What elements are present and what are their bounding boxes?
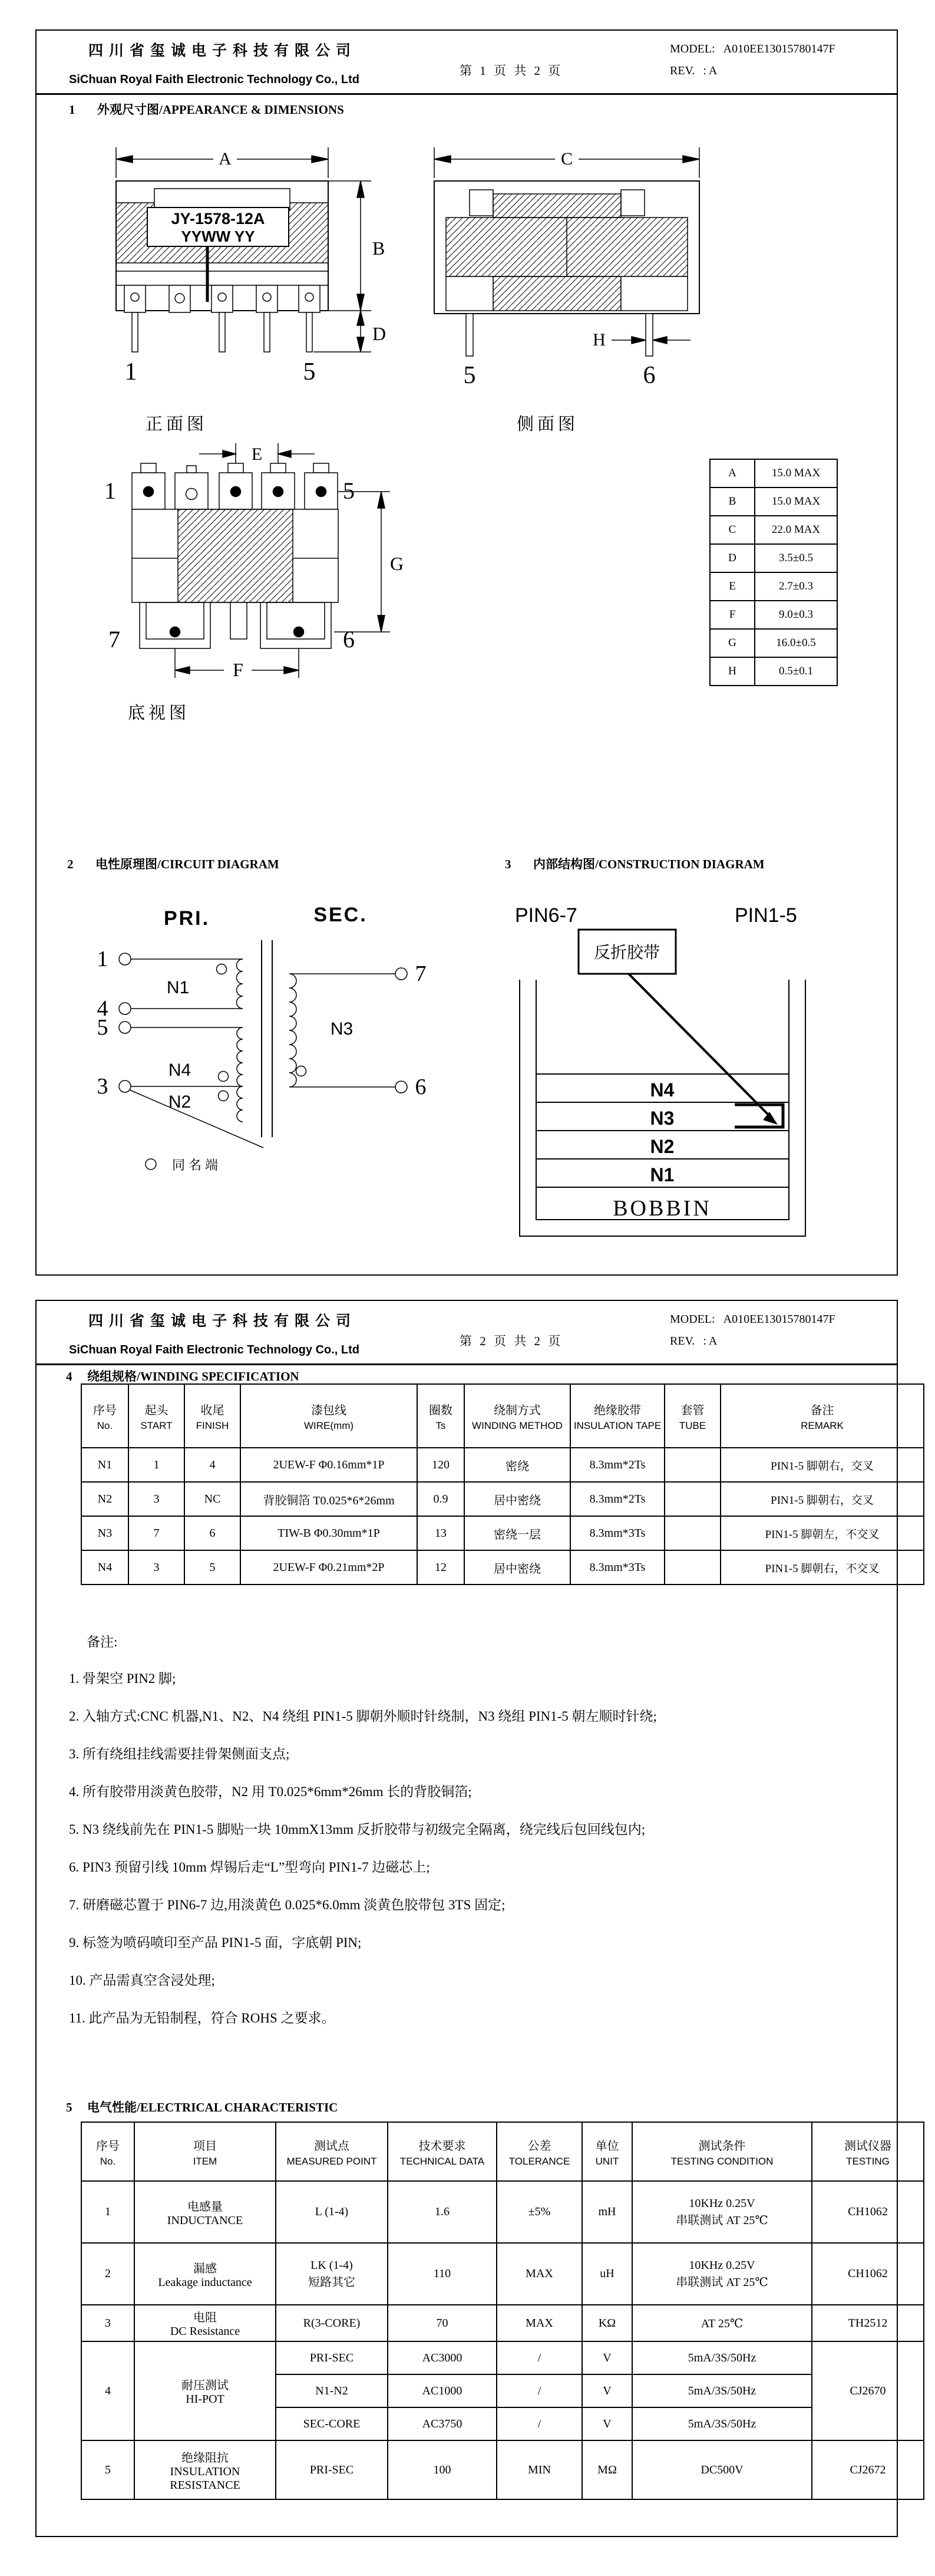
front-view-caption: 正面图 xyxy=(146,415,208,434)
notes-title: 备注: xyxy=(87,1635,118,1649)
circuit-diagram xyxy=(84,906,490,1183)
construction-pin67-label: PIN6-7 xyxy=(515,904,577,927)
table-row: D 3.5±0.5 xyxy=(710,544,837,572)
section-1-title: 1 外观尺寸图/APPEARANCE & DIMENSIONS xyxy=(69,103,344,117)
pin-4: 4 xyxy=(97,996,108,1021)
section-5-title: 5 电气性能/ELECTRICAL CHARACTERISTIC xyxy=(66,2100,338,2114)
layer-n4: N4 xyxy=(650,1079,675,1101)
layer-n2: N2 xyxy=(650,1136,675,1157)
header-rule xyxy=(37,1363,897,1365)
rev-row xyxy=(670,1335,725,1348)
datasheet-page-2 xyxy=(35,1300,898,2537)
bottom-dim-g xyxy=(334,492,390,632)
model-value: A010EE13015780147F xyxy=(723,42,835,55)
bottom-view-drawing xyxy=(84,437,414,691)
company-name-en: SiChuan Royal Faith Electronic Technology Co., Ltd xyxy=(69,73,359,86)
table-row: SEC-CORE AC3750 / V 5mA/3S/50Hz xyxy=(81,2407,924,2440)
note-item: 2. 入轴方式:CNC 机器,N1、N2、N4 绕组 PIN1-5 脚朝外顺时针绕制，N3 绕组 PIN1-5 朝左顺时针绕; xyxy=(69,1709,657,1724)
secondary-label: SEC. xyxy=(313,906,368,926)
layer-labels xyxy=(650,1079,675,1185)
front-view-drawing xyxy=(72,137,402,408)
dim-b-label: B xyxy=(372,238,385,259)
layer-n3: N3 xyxy=(650,1108,675,1129)
winding-n4-label: N4 xyxy=(168,1060,191,1080)
winding-n2-label: N2 xyxy=(168,1092,191,1112)
bottom-pin5-label: 5 xyxy=(343,477,355,504)
winding-header-row: 序号 No. 起头 START 收尾 FINISH 漆包线 WIRE(mm) 圈数 Ts 绕制方式 WINDING METHOD 绝缘胶带 INSULATION TAPE 套管 TUBE 备注 REMARK xyxy=(81,1384,924,1448)
section-2-title: 2 电性原理图/CIRCUIT DIAGRAM xyxy=(67,857,279,871)
note-item: 3. 所有绕组挂线需要挂骨架侧面支点; xyxy=(69,1747,290,1761)
bottom-pin1-label: 1 xyxy=(104,477,116,504)
table-row: N2 3 NC 背胶铜箔 T0.025*6*26mm 0.9 居中密绕 8.3mm*2Ts PIN1-5 脚朝右，交叉 xyxy=(81,1482,924,1516)
tape-callout-text: 反折胶带 xyxy=(593,944,660,962)
table-row: A 15.0 MAX xyxy=(710,459,837,487)
dim-c-label: C xyxy=(560,149,573,169)
rev-label: REV. xyxy=(670,1335,695,1348)
company-name-cn: 四川省玺诚电子科技有限公司 xyxy=(88,1313,357,1329)
page-number: 第 1 页 共 2 页 xyxy=(460,64,563,78)
table-row: E 2.7±0.3 xyxy=(710,572,837,601)
bottom-top-pins xyxy=(132,463,338,509)
section-4-title: 4 绕组规格/WINDING SPECIFICATION xyxy=(66,1369,299,1383)
table-row: 4 耐压测试 HI-POT PRI-SEC AC3000 / V 5mA/3S/50Hz CJ2670 xyxy=(81,2341,924,2374)
pin-3: 3 xyxy=(97,1074,108,1099)
table-row: N4 3 5 2UEW-F Φ0.21mm*2P 12 居中密绕 8.3mm*3Ts PIN1-5 脚朝右，不交叉 xyxy=(81,1550,924,1585)
model-value: A010EE13015780147F xyxy=(723,1313,835,1326)
note-item: 9. 标签为喷码喷印至产品 PIN1-5 面，字底朝 PIN; xyxy=(69,1935,362,1950)
electrical-header-row: 序号 No. 项目 ITEM 测试点 MEASURED POINT 技术要求 TECHNICAL DATA 公差 TOLERANCE 单位 UNIT 测试条件 TESTING CONDITION 测试仪器 TESTING xyxy=(81,2122,924,2181)
pin-6: 6 xyxy=(415,1075,427,1099)
page-number: 第 2 页 共 2 页 xyxy=(460,1334,563,1348)
side-pin6-label: 6 xyxy=(643,362,656,389)
note-item: 1. 骨架空 PIN2 脚; xyxy=(69,1671,176,1686)
side-view-caption: 侧面图 xyxy=(517,415,579,434)
side-pin5-label: 5 xyxy=(463,362,476,389)
bottom-body xyxy=(132,509,338,602)
rev-value: : A xyxy=(703,1335,718,1348)
datasheet-page-1 xyxy=(35,29,898,1276)
table-row: F 9.0±0.3 xyxy=(710,601,837,629)
layer-n1: N1 xyxy=(650,1164,675,1185)
pin-1: 1 xyxy=(97,947,108,971)
pin-7: 7 xyxy=(415,961,427,986)
construction-pin15-label: PIN1-5 xyxy=(735,904,797,927)
construction-diagram xyxy=(481,897,864,1239)
note-item: 10. 产品需真空含浸处理; xyxy=(69,1973,215,1988)
table-row: 3 电阻 DC Resistance R(3-CORE) 70 MAX KΩ AT 25℃ TH2512 xyxy=(81,2305,924,2341)
table-row: H 0.5±0.1 xyxy=(710,657,837,686)
winding-labels xyxy=(167,978,353,1112)
model-row xyxy=(670,42,844,56)
note-item: 4. 所有胶带用淡黄色胶带，N2 用 T0.025*6mm*26mm 长的背胶铜箔; xyxy=(69,1784,472,1799)
model-label: MODEL: xyxy=(670,1313,715,1326)
company-name-cn: 四川省玺诚电子科技有限公司 xyxy=(88,43,357,59)
rev-label: REV. xyxy=(670,64,695,77)
dimension-table xyxy=(709,459,838,686)
rev-row xyxy=(670,64,725,78)
table-row: N1 1 4 2UEW-F Φ0.16mm*1P 120 密绕 8.3mm*2Ts PIN1-5 脚朝右，交叉 xyxy=(81,1448,924,1482)
table-row: C 22.0 MAX xyxy=(710,516,837,544)
side-body xyxy=(434,181,699,314)
primary-label: PRI. xyxy=(163,907,210,930)
side-pins xyxy=(466,314,653,356)
table-row: B 15.0 MAX xyxy=(710,487,837,516)
side-view-drawing xyxy=(414,137,732,408)
header-rule xyxy=(37,93,897,95)
dim-h-label: H xyxy=(593,330,606,350)
note-item: 6. PIN3 预留引线 10mm 焊锡后走“L”型弯向 PIN1-7 边磁芯上; xyxy=(69,1860,430,1875)
bobbin-label: BOBBIN xyxy=(613,1196,712,1221)
model-row xyxy=(670,1313,844,1326)
pin-5: 5 xyxy=(97,1015,108,1040)
front-pin1-label: 1 xyxy=(124,358,137,386)
dim-e-label: E xyxy=(251,444,263,464)
dim-d-label: D xyxy=(372,323,386,344)
bottom-view-caption: 底视图 xyxy=(128,704,190,723)
dim-g-label: G xyxy=(390,553,404,574)
table-row: N3 7 6 TIW-B Φ0.30mm*1P 13 密绕一层 8.3mm*3Ts PIN1-5 脚朝左，不交叉 xyxy=(81,1516,924,1550)
dim-a-label: A xyxy=(219,149,232,169)
note-item: 5. N3 绕线前先在 PIN1-5 脚贴一块 10mmX13mm 反折胶带与初级完全隔离，绕完线后包回线包内; xyxy=(69,1822,646,1837)
legend-dot-icon xyxy=(146,1159,156,1170)
company-name-en: SiChuan Royal Faith Electronic Technology Co., Ltd xyxy=(69,1343,359,1356)
rev-value: : A xyxy=(703,64,718,77)
note-item: 11. 此产品为无铅制程，符合 ROHS 之要求。 xyxy=(69,2011,335,2025)
table-row: 1 电感量 INDUCTANCE L (1-4) 1.6 ±5% mH 10KHz 0.25V 串联测试 AT 25℃ CH1062 xyxy=(81,2181,924,2243)
model-label: MODEL: xyxy=(670,42,715,55)
date-code-marking: YYWW YY xyxy=(181,228,255,245)
winding-spec-table xyxy=(81,1383,924,1585)
section-3-title: 3 内部结构图/CONSTRUCTION DIAGRAM xyxy=(505,857,765,871)
electrical-table xyxy=(81,2122,924,2500)
table-row: 2 漏感 Leakage inductance LK (1-4) 短路其它 110 MAX uH 10KHz 0.25V 串联测试 AT 25℃ CH1062 xyxy=(81,2243,924,2305)
bottom-pads xyxy=(140,602,331,648)
part-number-marking: JY-1578-12A xyxy=(171,210,265,228)
table-row: N1-N2 AC1000 / V 5mA/3S/50Hz xyxy=(81,2374,924,2407)
table-row: 5 绝缘阻抗 INSULATION RESISTANCE PRI-SEC 100 MIN MΩ DC500V CJ2672 xyxy=(81,2440,924,2499)
front-pin5-label: 5 xyxy=(303,358,316,386)
core-lines xyxy=(262,940,272,1137)
bottom-pin6-label: 6 xyxy=(343,626,355,653)
bottom-pin7-label: 7 xyxy=(108,626,120,653)
winding-n1-label: N1 xyxy=(166,978,190,997)
note-item: 7. 研磨磁芯置于 PIN6-7 边,用淡黄色 0.025*6.0mm 淡黄色胶带包 3TS 固定; xyxy=(69,1898,506,1912)
legend-text: 同名端 xyxy=(172,1158,222,1172)
dim-f-label: F xyxy=(233,659,243,680)
table-row: G 16.0±0.5 xyxy=(710,629,837,657)
winding-n3-label: N3 xyxy=(330,1019,353,1039)
